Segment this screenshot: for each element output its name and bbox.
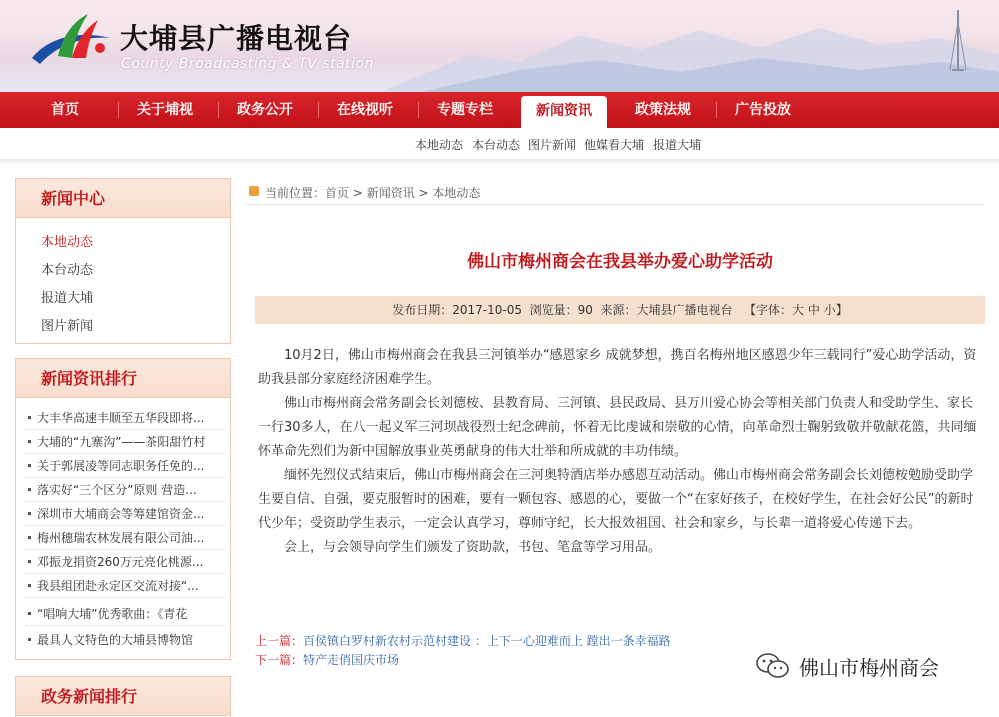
ranking-list-item[interactable] (28, 553, 224, 570)
nav-item-news[interactable]: 新闻资讯 (521, 96, 607, 128)
prev-article-label: 上一篇： (255, 634, 304, 648)
bullet-icon (28, 416, 31, 419)
subnav-link-other-media[interactable]: 他媒看大埔 (584, 138, 645, 152)
ranking-list-item[interactable] (28, 409, 224, 426)
wechat-icon (755, 652, 791, 680)
ranking-item-text: 梅州穗瑞农林发展有限公司油... (37, 531, 205, 545)
subnav-link-photo-news[interactable]: 图片新闻 (528, 138, 577, 152)
nav-divider (218, 102, 219, 118)
nav-item-topics[interactable]: 专题专栏 (437, 102, 493, 118)
category-local-news[interactable]: 本地动态 (41, 235, 94, 250)
nav-item-ads[interactable]: 广告投放 (735, 102, 791, 118)
category-station-news[interactable]: 本台动态 (41, 263, 94, 278)
ranking-divider (26, 501, 226, 502)
ranking-list-item[interactable] (28, 631, 224, 648)
news-center-panel (15, 178, 231, 344)
ranking-item-text: 我县组团赴永定区交流对接“... (37, 579, 199, 593)
nav-item-home[interactable]: 首页 (51, 102, 79, 118)
gov-news-ranking-header (16, 677, 230, 716)
ranking-divider (26, 525, 226, 526)
ranking-divider (26, 597, 226, 598)
next-article-link[interactable]: 特产走俏国庆市场 (303, 653, 400, 667)
breadcrumb-home-link[interactable]: 首页 (325, 186, 350, 200)
news-ranking-panel (15, 358, 231, 660)
bullet-icon (28, 488, 31, 491)
watermark-text: 佛山市梅州商会 (799, 656, 939, 680)
article-paragraph: 会上，与会领导向学生们颁发了资助款，书包、笔盒等学习用品。 (284, 540, 662, 555)
subnav-shadow (0, 159, 999, 165)
prev-article-link[interactable]: 百侯镇白罗村新农村示范村建设 ：上下一心迎难而上 蹚出一条幸福路 (303, 634, 671, 648)
article-paragraph: 10月2日，佛山市梅州商会在我县三河镇举办“感恩家乡 成就梦想，携百名梅州地区感恩少年三载同行”爱心助学活动，资助我县部分家庭经济困难学生。 (258, 348, 977, 387)
ranking-item-text: 最具人文特色的大埔县博物馆 (37, 633, 194, 647)
news-center-title: 新闻中心 (41, 189, 106, 208)
bullet-icon (28, 464, 31, 467)
nav-item-about[interactable]: 关于埔视 (137, 102, 193, 118)
ranking-item-text: 深圳市大埔商会等筹建馆资金... (37, 507, 205, 521)
nav-divider (716, 102, 717, 118)
site-subtitle: County Broadcasting & TV station (121, 56, 374, 72)
ranking-list-item[interactable] (28, 457, 224, 474)
bullet-icon (28, 612, 31, 615)
next-article-label: 下一篇： (255, 653, 304, 667)
site-title: 大埔县广播电视台 (120, 22, 353, 55)
category-dabu-reports[interactable]: 报道大埔 (41, 291, 94, 306)
ranking-divider (26, 549, 226, 550)
subnav-link-station-news[interactable]: 本台动态 (472, 138, 521, 152)
ranking-item-text: 邓振龙捐资260万元亮化桃源... (37, 555, 204, 569)
article-title: 佛山市梅州商会在我县举办爱心助学活动 (467, 252, 773, 272)
article-body (258, 344, 980, 560)
category-photo-news[interactable]: 图片新闻 (41, 319, 94, 334)
article-source: 来源：大埔县广播电视台 (600, 303, 733, 317)
gov-news-ranking-title: 政务新闻排行 (41, 687, 138, 706)
ranking-list-item[interactable] (28, 433, 224, 450)
subnav-link-dabu-reports[interactable]: 报道大埔 (653, 138, 702, 152)
breadcrumb-prefix: 当前位置： (265, 186, 326, 200)
ranking-item-text: 落实好“三个区分”原则 营造... (37, 483, 197, 497)
font-size-large-button[interactable]: 大 (792, 303, 805, 317)
ranking-list-item[interactable] (28, 605, 224, 622)
ranking-divider (26, 429, 226, 430)
news-ranking-header (16, 359, 230, 398)
nav-divider (318, 102, 319, 118)
ranking-divider (26, 453, 226, 454)
breadcrumb (245, 182, 985, 205)
ranking-item-text: 关于郭展凌等同志职务任免的... (37, 459, 205, 473)
location-icon (249, 186, 259, 196)
nav-item-online-media[interactable]: 在线视听 (337, 102, 393, 118)
sub-nav (0, 128, 999, 161)
next-article (255, 651, 399, 668)
font-size-label-end: 】 (835, 303, 848, 317)
breadcrumb-text (265, 184, 480, 201)
nav-item-gov-affairs[interactable]: 政务公开 (237, 102, 293, 118)
ranking-list-item[interactable] (28, 505, 224, 522)
article-paragraph: 缅怀先烈仪式结束后，佛山市梅州商会在三河奥特酒店举办感恩互动活动。佛山市梅州商会常务副会长刘德桉勉励受助学生要自信、自强，要克服暂时的困难，要有一颗包容、感恩的心，要做一个“在家好孩子，在校好学生，在社会好公民”的新时代少年；受资助学生表示，一定会认真学习，尊师守纪，长大报效祖国、社会和家乡，与长辈一道将爱心传递下去。 (258, 468, 974, 531)
article-paragraph: 佛山市梅州商会常务副会长刘德桉、县教育局、三河镇、县民政局、县万川爱心协会等相关部门负责人和受助学生、家长一行30多人，在八一起义军三河坝战役烈士纪念碑前，怀着无比虔诚和崇敬的心情，向革命烈士鞠躬致敬并敬献花篮，共同缅怀革命先烈们为新中国解放事业英勇献身的伟大壮举和所成就的丰功伟绩。 (258, 396, 977, 459)
font-size-medium-button[interactable]: 中 (807, 303, 820, 317)
nav-divider (418, 102, 419, 118)
news-ranking-title: 新闻资讯排行 (41, 369, 138, 388)
news-center-header (16, 179, 230, 218)
nav-item-policy[interactable]: 政策法规 (635, 102, 691, 118)
ranking-divider (26, 477, 226, 478)
breadcrumb-section-link[interactable]: 新闻资讯 (366, 186, 415, 200)
bullet-icon (28, 638, 31, 641)
ranking-item-text: “唱响大埔”优秀歌曲：《青花 (37, 607, 188, 621)
breadcrumb-separator: > (349, 186, 367, 200)
bullet-icon (28, 512, 31, 515)
font-size-small-button[interactable]: 小 (823, 303, 836, 317)
bullet-icon (28, 584, 31, 587)
gov-news-ranking-panel (15, 676, 231, 717)
breadcrumb-current-link[interactable]: 本地动态 (432, 186, 481, 200)
bullet-icon (28, 440, 31, 443)
main-nav (0, 92, 999, 128)
subnav-link-local-news[interactable]: 本地动态 (415, 138, 464, 152)
article-meta-bar (255, 296, 985, 324)
ranking-item-text: 大丰华高速丰顺至五华段即将... (37, 411, 205, 425)
ranking-list-item[interactable] (28, 577, 224, 594)
ranking-divider (26, 625, 226, 626)
bullet-icon (28, 560, 31, 563)
view-count: 浏览量：90 (529, 303, 593, 317)
publish-date: 发布日期：2017-10-05 (392, 303, 522, 317)
site-header (0, 0, 999, 92)
breadcrumb-separator: > (414, 186, 433, 200)
font-size-label: 【字体： (744, 303, 793, 317)
bullet-icon (28, 536, 31, 539)
ranking-divider (26, 573, 226, 574)
ranking-item-text: 大埔的“九寨沟”——茶阳甜竹村 (37, 435, 206, 449)
prev-article (255, 632, 671, 649)
ranking-list-item[interactable] (28, 529, 224, 546)
station-logo-icon (28, 8, 114, 74)
nav-divider (118, 102, 119, 118)
ranking-list-item[interactable] (28, 481, 224, 498)
